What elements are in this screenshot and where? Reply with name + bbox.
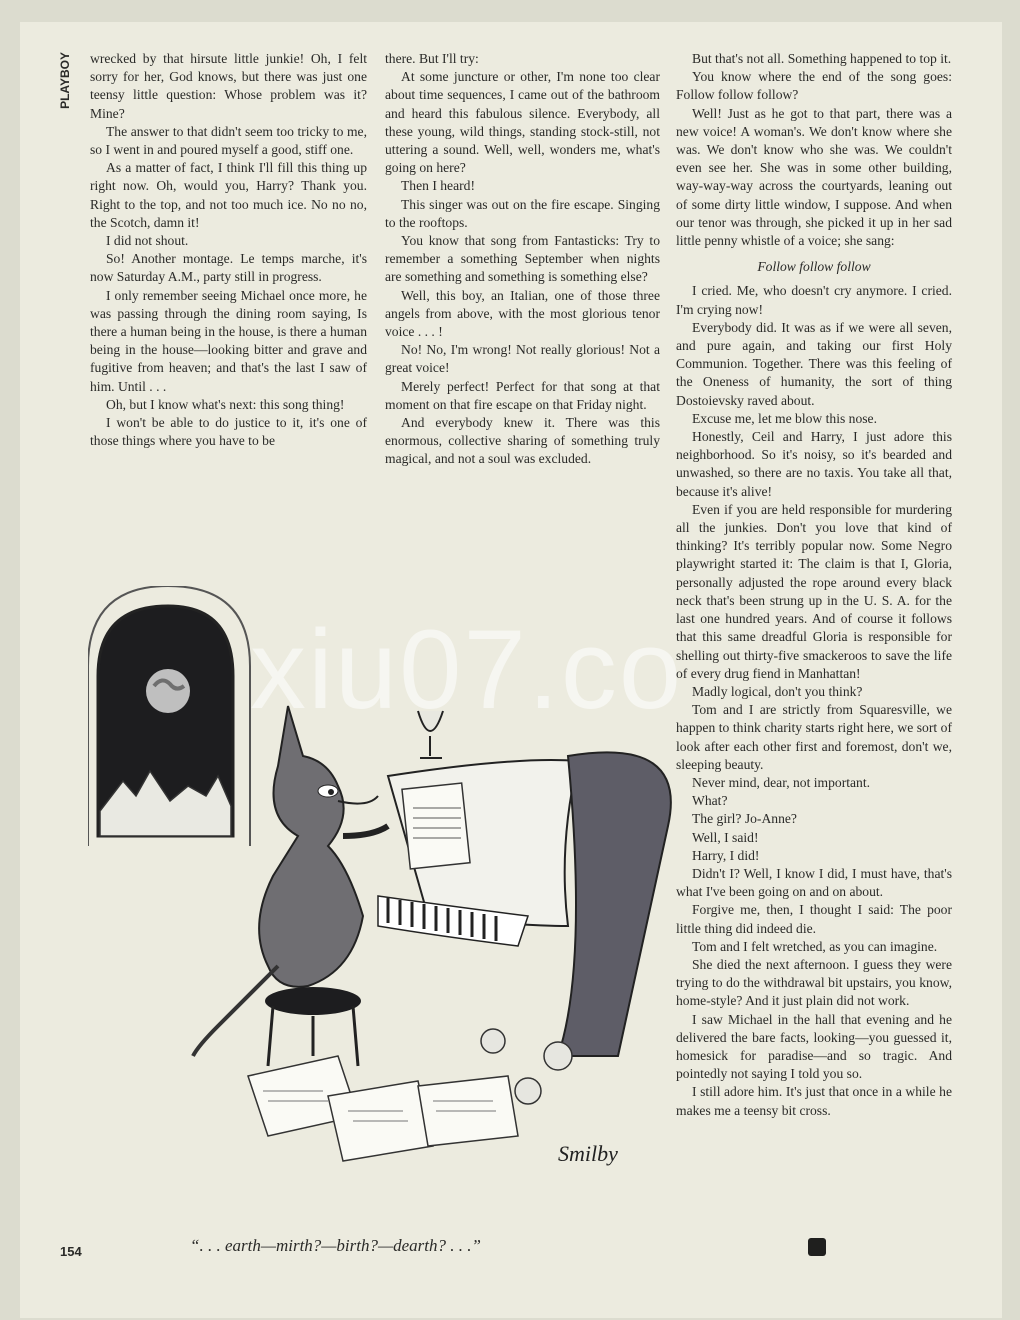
text-column-2: [385, 50, 660, 469]
hourglass: [418, 711, 443, 731]
sheet-music: [402, 783, 470, 869]
cartoon-caption: “. . . earth—mirth?—birth?—dearth? . . .”: [190, 1236, 481, 1255]
paragraph: I cried. Me, who doesn't cry anymore. I cried. I'm crying now!: [676, 283, 952, 317]
paragraph: Madly logical, don't you think?: [692, 683, 863, 699]
paragraph: Well! Just as he got to that part, there was a new voice! A woman's. We don't know where she was. We don't know who she was. We couldn't even see her. She was in some other building, way-way-way across the courtyards, leaning out of some dirty little window, I suppose. And when our tenor was through, she picked it up in her sad little penny whistle of a voice; she sang:: [676, 105, 952, 249]
masthead: PLAYBOY: [58, 52, 72, 109]
paragraph: No! No, I'm wrong! Not really glorious! Not a great voice!: [385, 342, 660, 376]
paragraph: The girl? Jo-Anne?: [692, 811, 797, 827]
paragraph: Well, this boy, an Italian, one of those three angels from above, with the most glorious tenor voice . . . !: [385, 287, 660, 340]
paragraph: Didn't I? Well, I know I did, I must have, that's what I've been going on and on about.: [676, 865, 952, 900]
paragraph: But that's not all. Something happened to top it.: [692, 51, 952, 66]
paragraph: Well, I said!: [692, 829, 759, 845]
paragraph: So! Another montage. Le temps marche, it's now Saturday A.M., party still in progress.: [90, 251, 367, 285]
paragraph: Forgive me, then, I thought I said: The poor little thing did indeed die.: [676, 902, 952, 936]
paragraph: At some juncture or other, I'm none too clear about time sequences, I came out of the bathroom and heard this fabulous silence. Everybody, all these young, wild things, standing stock-still, not uttering a sound. Well, well, wonders me, what's going on here?: [385, 69, 660, 176]
cartoon-illustration: [88, 586, 680, 1206]
paragraph: Everybody did. It was as if we were all seven, and pure again, and taking our first Holy Communion. Together. There was this feeling of the Oneness of humanity, the sort of thing Dostoievsky raved about.: [676, 319, 952, 408]
paragraph: This singer was out on the fire escape. Singing to the rooftops.: [385, 196, 660, 230]
paragraph: Tom and I are strictly from Squaresville, we happen to think charity starts right here, we sort of look after each other first and foremost, don't we, sleeping beauty.: [676, 702, 952, 772]
page-number: 154: [60, 1244, 82, 1259]
paragraph: Even if you are held responsible for murdering all the junkies. Don't you love that kind of thinking? It's terribly popular now. Some Negro playwright started it: The claim is that I, Gloria, personally adjusted the rope around every black neck that's been strung up in the U. S. A. for the last one hundred years. And of course it follows that this same dreadful Gloria is responsible for shelling out thirty-five smackeroos to save the life of every drug fiend in Manhattan!: [676, 501, 952, 681]
piano-lid: [558, 752, 671, 1056]
creature-tail: [193, 966, 278, 1056]
paragraph: Merely perfect! Perfect for that song at that moment on that fire escape on that Friday night.: [385, 378, 660, 412]
paragraph: Honestly, Ceil and Harry, I just adore this neighborhood. So it's noisy, so it's bearded and unwashed, so there are no taxis. You take all that, because it's alive!: [676, 429, 952, 499]
cartoonist-signature: Smilby: [558, 1141, 618, 1166]
stool: [265, 987, 361, 1015]
paragraph: I did not shout.: [106, 233, 189, 249]
paragraph: And everybody knew it. There was this enormous, collective sharing of something truly magical, and not a soul was excluded.: [385, 415, 660, 467]
creature-body: [259, 706, 363, 987]
paragraph: Tom and I felt wretched, as you can imagine.: [692, 938, 938, 954]
text-column-1: [90, 50, 367, 450]
paragraph: The answer to that didn't seem too tricky to me, so I went in and poured myself a good, stiff one.: [90, 123, 367, 158]
paragraph: Excuse me, let me blow this nose.: [692, 410, 877, 426]
paragraph: She died the next afternoon. I guess they were trying to do the withdrawal bit upstairs, you know, home-style? And it just plain did not work.: [676, 956, 952, 1009]
paragraph: Harry, I did!: [692, 847, 760, 863]
paragraph: Oh, but I know what's next: this song thing!: [106, 396, 345, 412]
paragraph: I saw Michael in the hall that evening and he delivered the bare facts, looking—you guessed it, homesick for paradise—and so tragic. And pointedly not saying I told you so.: [676, 1011, 952, 1082]
paragraph: I still adore him. It's just that once in a while he makes me a teensy bit cross.: [676, 1084, 952, 1118]
text-column-3: [676, 50, 952, 1120]
paragraph: wrecked by that hirsute little junkie! Oh, I felt sorry for her, God knows, but there was just one teensy little question: Whose problem was it? Mine?: [90, 51, 367, 121]
watermark: xiu07.co: [250, 607, 684, 732]
paragraph: Never mind, dear, not important.: [692, 774, 871, 790]
paragraph: As a matter of fact, I think I'll fill this thing up right now. Oh, would you, Harry? Thank you. Right to the top, and not too much ice. No no no, the Scotch, damn it!: [90, 160, 367, 230]
paragraph: I won't be able to do justice to it, it's one of those things where you have to be: [90, 415, 367, 449]
paragraph: You know where the end of the song goes: Follow follow follow?: [676, 69, 952, 103]
paragraph: What?: [692, 793, 728, 809]
paragraph: Then I heard!: [401, 178, 475, 194]
paragraph: You know that song from Fantasticks: Try to remember a something September when nights are something and something is something else?: [385, 233, 660, 285]
playboy-bunny-icon: [808, 1238, 826, 1256]
paragraph: I only remember seeing Michael once more, he was passing through the dining room saying, Is there a human being in the house, is there a human being in the house—looking bitter and grave and fugitive from heaven; and that's the last I saw of him. Until . . .: [90, 287, 367, 394]
paragraph: there. But I'll try:: [385, 51, 479, 66]
earth-moon: [146, 669, 190, 713]
paragraph: Follow follow follow: [757, 259, 871, 275]
